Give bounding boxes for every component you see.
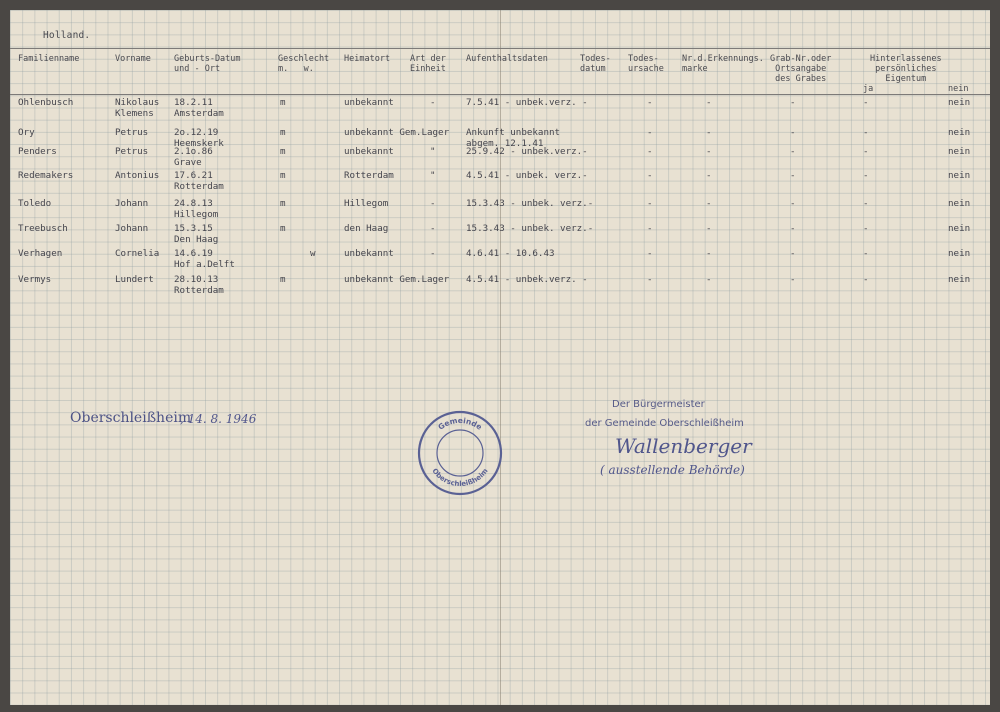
row-aufenthalt: 25.9.42 - unbek.verz.- <box>466 146 588 157</box>
row-familienname: Treebusch <box>18 223 68 234</box>
row-grab: - <box>790 274 796 285</box>
header-bottom-rule <box>10 94 990 95</box>
header-art: Art der Einheit <box>410 54 446 74</box>
row-vorname: Lundert <box>115 274 154 285</box>
row-ja: - <box>863 146 869 157</box>
row-geschlecht-w: w <box>310 248 316 259</box>
row-geschlecht-m: m <box>280 223 286 234</box>
handwritten-date: , 14. 8. 1946 <box>180 412 257 426</box>
svg-text:Oberschleißheim <box>430 467 489 488</box>
row-vorname: Nikolaus Klemens <box>115 97 160 119</box>
row-heimatort: unbekannt Gem.Lager <box>344 274 450 285</box>
row-ja: - <box>863 274 869 285</box>
row-ja: - <box>863 223 869 234</box>
country-label: Holland. <box>43 30 91 41</box>
row-erkennung: - <box>706 223 712 234</box>
row-art: - <box>430 198 436 209</box>
header-heimatort: Heimatort <box>344 54 391 64</box>
row-ja: - <box>863 97 869 108</box>
row-geburt: 2o.12.19 Heemskerk <box>174 127 224 149</box>
official-title-line1: Der Bürgermeister <box>612 399 705 410</box>
row-todesursache: - <box>647 274 653 285</box>
row-grab: - <box>790 198 796 209</box>
row-vorname: Petrus <box>115 127 149 138</box>
row-vorname: Cornelia <box>115 248 160 259</box>
row-art: - <box>430 248 436 259</box>
header-aufenthalt: Aufenthaltsdaten <box>466 54 548 64</box>
row-aufenthalt: 4.6.41 - 10.6.43 <box>466 248 555 259</box>
row-nein: nein <box>948 170 971 181</box>
row-heimatort: unbekannt <box>344 97 394 108</box>
document-sheet <box>10 10 990 705</box>
row-nein: nein <box>948 97 971 108</box>
row-heimatort: unbekannt <box>344 248 394 259</box>
row-geburt: 2.1o.86 Grave <box>174 146 213 168</box>
issuing-authority: ( ausstellende Behörde) <box>600 463 745 477</box>
row-todesursache: - <box>647 170 653 181</box>
row-heimatort: Rotterdam <box>344 170 394 181</box>
header-vorname: Vorname <box>115 54 151 64</box>
row-art: " <box>430 146 436 157</box>
official-title-line2: der Gemeinde Oberschleißheim <box>585 418 744 429</box>
row-vorname: Johann <box>115 198 149 209</box>
row-nein: nein <box>948 274 971 285</box>
row-grab: - <box>790 170 796 181</box>
row-nein: nein <box>948 248 971 259</box>
row-familienname: Penders <box>18 146 57 157</box>
row-geburt: 14.6.19 Hof a.Delft <box>174 248 235 270</box>
official-seal <box>415 408 505 498</box>
header-top-rule <box>10 48 990 49</box>
row-grab: - <box>790 127 796 138</box>
row-erkennung: - <box>706 146 712 157</box>
header-nein: nein <box>948 84 969 94</box>
row-todesursache: - <box>647 198 653 209</box>
row-erkennung: - <box>706 97 712 108</box>
row-ja: - <box>863 170 869 181</box>
row-geschlecht-m: m <box>280 274 286 285</box>
header-todesursache: Todes- ursache <box>628 54 664 74</box>
row-familienname: Ohlenbusch <box>18 97 74 108</box>
row-erkennung: - <box>706 274 712 285</box>
row-nein: nein <box>948 146 971 157</box>
row-aufenthalt: 4.5.41 - unbek. verz.- <box>466 170 588 181</box>
place-stamp: Oberschleißheim <box>70 410 192 426</box>
row-grab: - <box>790 248 796 259</box>
row-aufenthalt: Ankunft unbekannt abgem. 12.1.41 <box>466 127 561 149</box>
header-geburt: Geburts-Datum und - Ort <box>174 54 241 74</box>
row-heimatort: den Haag <box>344 223 389 234</box>
row-todesursache: - <box>647 248 653 259</box>
row-todesursache: - <box>647 223 653 234</box>
row-vorname: Johann <box>115 223 149 234</box>
row-familienname: Redemakers <box>18 170 74 181</box>
row-erkennung: - <box>706 127 712 138</box>
row-familienname: Verhagen <box>18 248 63 259</box>
header-hinterlassenes: Hinterlassenes persönliches Eigentum <box>870 54 942 84</box>
seal-top-text: Gemeinde <box>436 415 484 432</box>
row-erkennung: - <box>706 170 712 181</box>
row-geschlecht-m: m <box>280 146 286 157</box>
row-geburt: 15.3.15 Den Haag <box>174 223 219 245</box>
row-erkennung: - <box>706 198 712 209</box>
header-grab: Grab-Nr.oder Ortsangabe des Grabes <box>770 54 832 84</box>
header-todesdatum: Todes- datum <box>580 54 611 74</box>
row-geburt: 24.8.13 Hillegom <box>174 198 219 220</box>
row-grab: - <box>790 97 796 108</box>
row-geburt: 18.2.11 Amsterdam <box>174 97 224 119</box>
row-geburt: 28.10.13 Rotterdam <box>174 274 224 296</box>
row-geschlecht-m: m <box>280 97 286 108</box>
row-todesursache: - <box>647 146 653 157</box>
row-nein: nein <box>948 198 971 209</box>
row-todesursache: - <box>647 97 653 108</box>
header-geschlecht: Geschlecht m. w. <box>278 54 330 74</box>
row-heimatort: unbekannt <box>344 146 394 157</box>
row-geburt: 17.6.21 Rotterdam <box>174 170 224 192</box>
row-familienname: Ory <box>18 127 35 138</box>
header-ja: ja <box>863 84 874 94</box>
header-familienname: Familienname <box>18 54 80 64</box>
row-art: - <box>430 223 436 234</box>
row-art: - <box>430 97 436 108</box>
row-familienname: Vermys <box>18 274 52 285</box>
row-geschlecht-m: m <box>280 198 286 209</box>
row-grab: - <box>790 223 796 234</box>
seal-bottom-text: Oberschleißheim <box>430 466 490 489</box>
row-aufenthalt: 15.3.43 - unbek. verz.- <box>466 198 594 209</box>
row-todesursache: - <box>647 127 653 138</box>
row-geschlecht-m: m <box>280 170 286 181</box>
row-vorname: Antonius <box>115 170 160 181</box>
row-familienname: Toledo <box>18 198 52 209</box>
row-heimatort: Hillegom <box>344 198 389 209</box>
row-art: " <box>430 170 436 181</box>
signature: Wallenberger <box>615 434 752 458</box>
row-nein: nein <box>948 127 971 138</box>
row-ja: - <box>863 127 869 138</box>
header-erkennung: Nr.d.Erkennungs. marke <box>682 54 764 74</box>
row-aufenthalt: 15.3.43 - unbek. verz.- <box>466 223 594 234</box>
row-ja: - <box>863 198 869 209</box>
row-grab: - <box>790 146 796 157</box>
row-geschlecht-m: m <box>280 127 286 138</box>
row-nein: nein <box>948 223 971 234</box>
row-aufenthalt: 4.5.41 - unbek.verz. - <box>466 274 588 285</box>
fold-line <box>500 10 501 705</box>
row-heimatort: unbekannt Gem.Lager <box>344 127 450 138</box>
row-ja: - <box>863 248 869 259</box>
row-vorname: Petrus <box>115 146 149 157</box>
row-erkennung: - <box>706 248 712 259</box>
row-aufenthalt: 7.5.41 - unbek.verz. - <box>466 97 588 108</box>
